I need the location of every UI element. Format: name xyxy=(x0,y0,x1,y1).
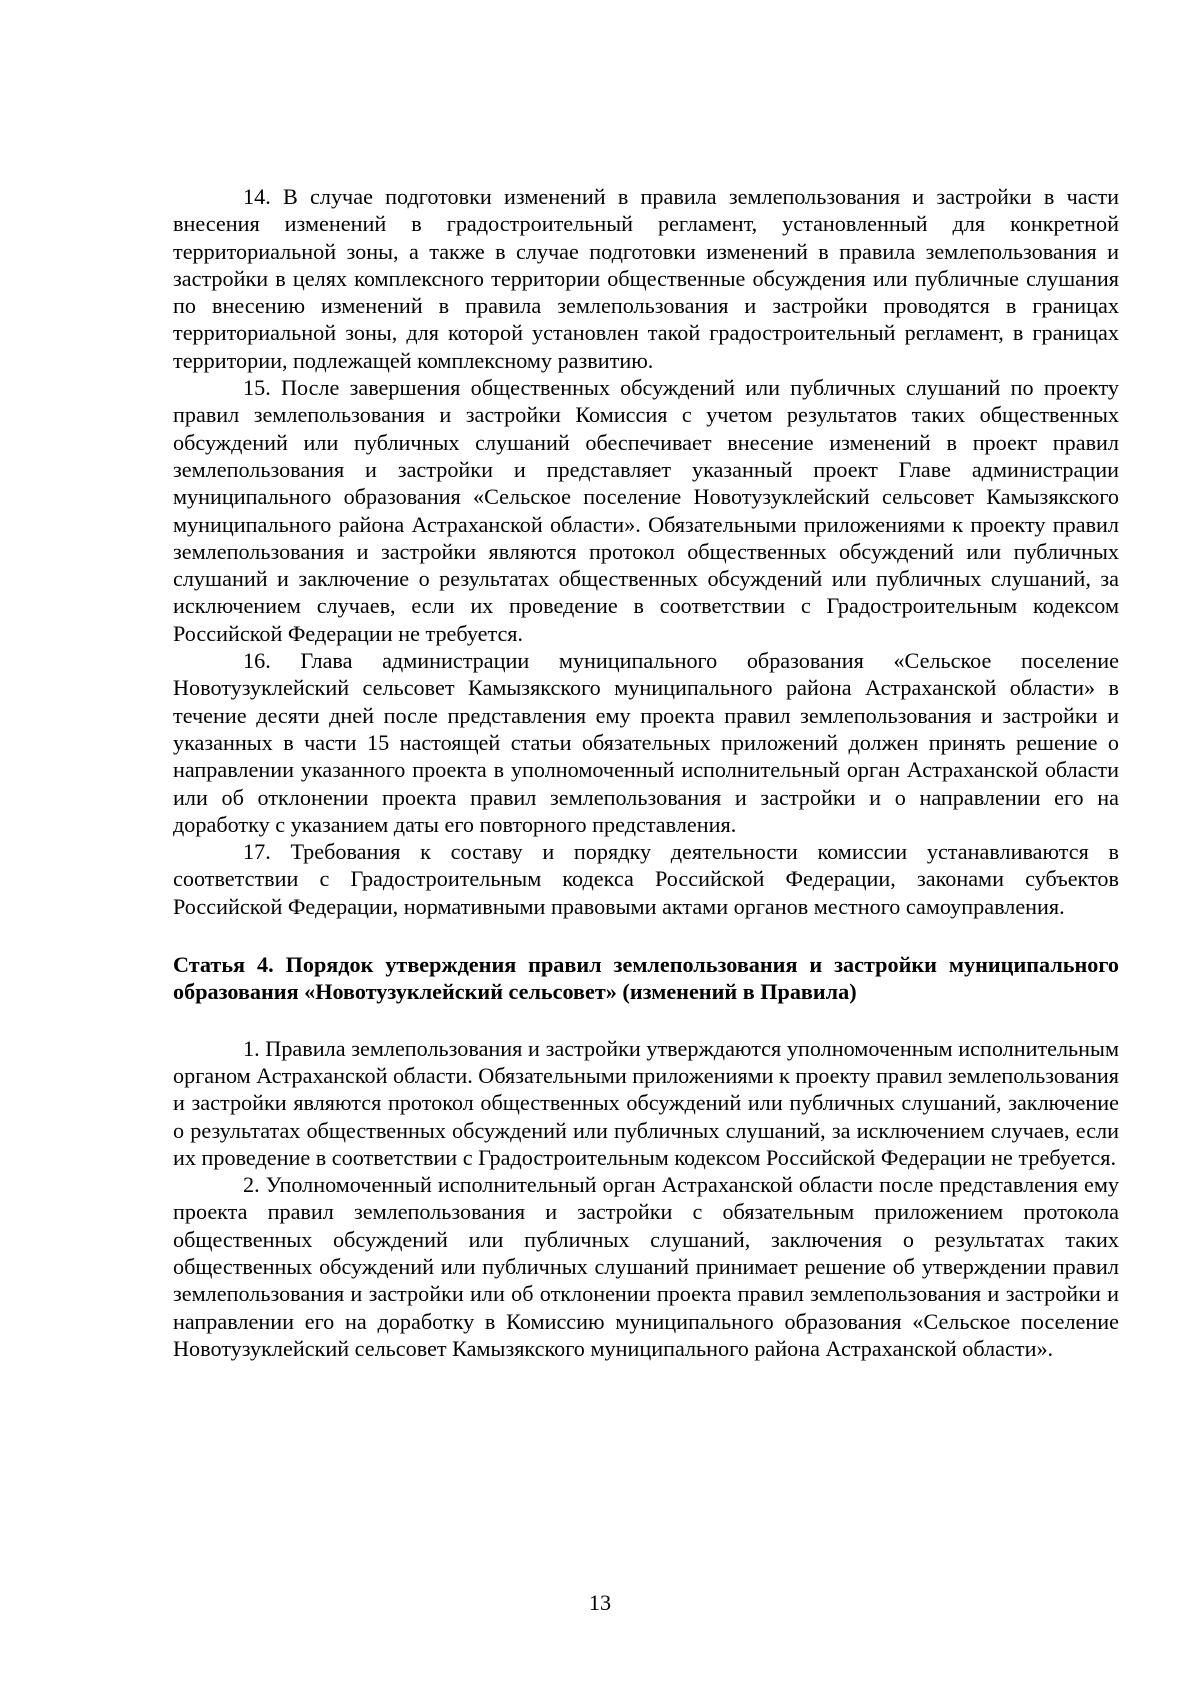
document-page xyxy=(173,183,1119,1362)
paragraph-16: 16. Глава администрации муниципального образования «Сельское поселение Новотузуклейский сельсовет Камызякского муниципального района Астраханской области» в течение десяти дней после представления ему проекта правил землепользования и застройки и указанных в части 15 настоящей статьи обязательных приложений должен принять решение о направлении указанного проекта в уполномоченный исполнительный орган Астраханской области или об отклонении проекта правил землепользования и застройки и о направлении его на доработку с указанием даты его повторного представления. xyxy=(173,648,1119,837)
paragraph-14: 14. В случае подготовки изменений в правила землепользования и застройки в части внесения изменений в градостроительный регламент, установленный для конкретной территориальной зоны, а также в случае подготовки изменений в правила землепользования и застройки в целях комплексного территории общественные обсуждения или публичные слушания по внесению изменений в правила землепользования и застройки проводятся в границах территориальной зоны, для которой установлен такой градостроительный регламент, в границах территории, подлежащей комплексному развитию. xyxy=(173,184,1119,373)
paragraph-17: 17. Требования к составу и порядку деятельности комиссии устанавливаются в соответствии с Градостроительным кодекса Российской Федерации, законами субъектов Российской Федерации, нормативными правовыми актами органов местного самоуправления. xyxy=(173,839,1119,919)
paragraph-15: 15. После завершения общественных обсуждений или публичных слушаний по проекту правил землепользования и застройки Комиссия с учетом результатов таких общественных обсуждений или публичных слушаний обеспечивает внесение изменений в проект правил землепользования и застройки и представляет указанный проект Главе администрации муниципального образования «Сельское поселение Новотузуклейский сельсовет Камызякского муниципального района Астраханской области». Обязательными приложениями к проекту правил землепользования и застройки являются протокол общественных обсуждений или публичных слушаний и заключение о результатах общественных обсуждений или публичных слушаний, за исключением случаев, если их проведение в соответствии с Градостроительным кодексом Российской Федерации не требуется. xyxy=(173,375,1119,646)
article-4-heading: Статья 4. Порядок утверждения правил землепользования и застройки муниципального образования «Новотузуклейский сельсовет» (изменений в Правила) xyxy=(173,952,1119,1005)
article-4-paragraph-2: 2. Уполномоченный исполнительный орган Астраханской области после представления ему проекта правил землепользования и застройки с обязательным приложением протокола общественных обсуждений или публичных слушаний, заключения о результатах таких общественных обсуждений или публичных слушаний принимает решение об утверждении правил землепользования и застройки или об отклонении проекта правил землепользования и застройки и направлении его на доработку в Комиссию муниципального образования «Сельское поселение Новотузуклейский сельсовет Камызякского муниципального района Астраханской области». xyxy=(173,1172,1119,1361)
article-4-paragraph-1: 1. Правила землепользования и застройки утверждаются уполномоченным исполнительным органом Астраханской области. Обязательными приложениями к проекту правил землепользования и застройки являются протокол общественных обсуждений или публичных слушаний, заключение о результатах общественных обсуждений или публичных слушаний, за исключением случаев, если их проведение в соответствии с Градостроительным кодексом Российской Федерации не требуется. xyxy=(173,1035,1119,1170)
page-number: 13 xyxy=(588,1590,612,1615)
